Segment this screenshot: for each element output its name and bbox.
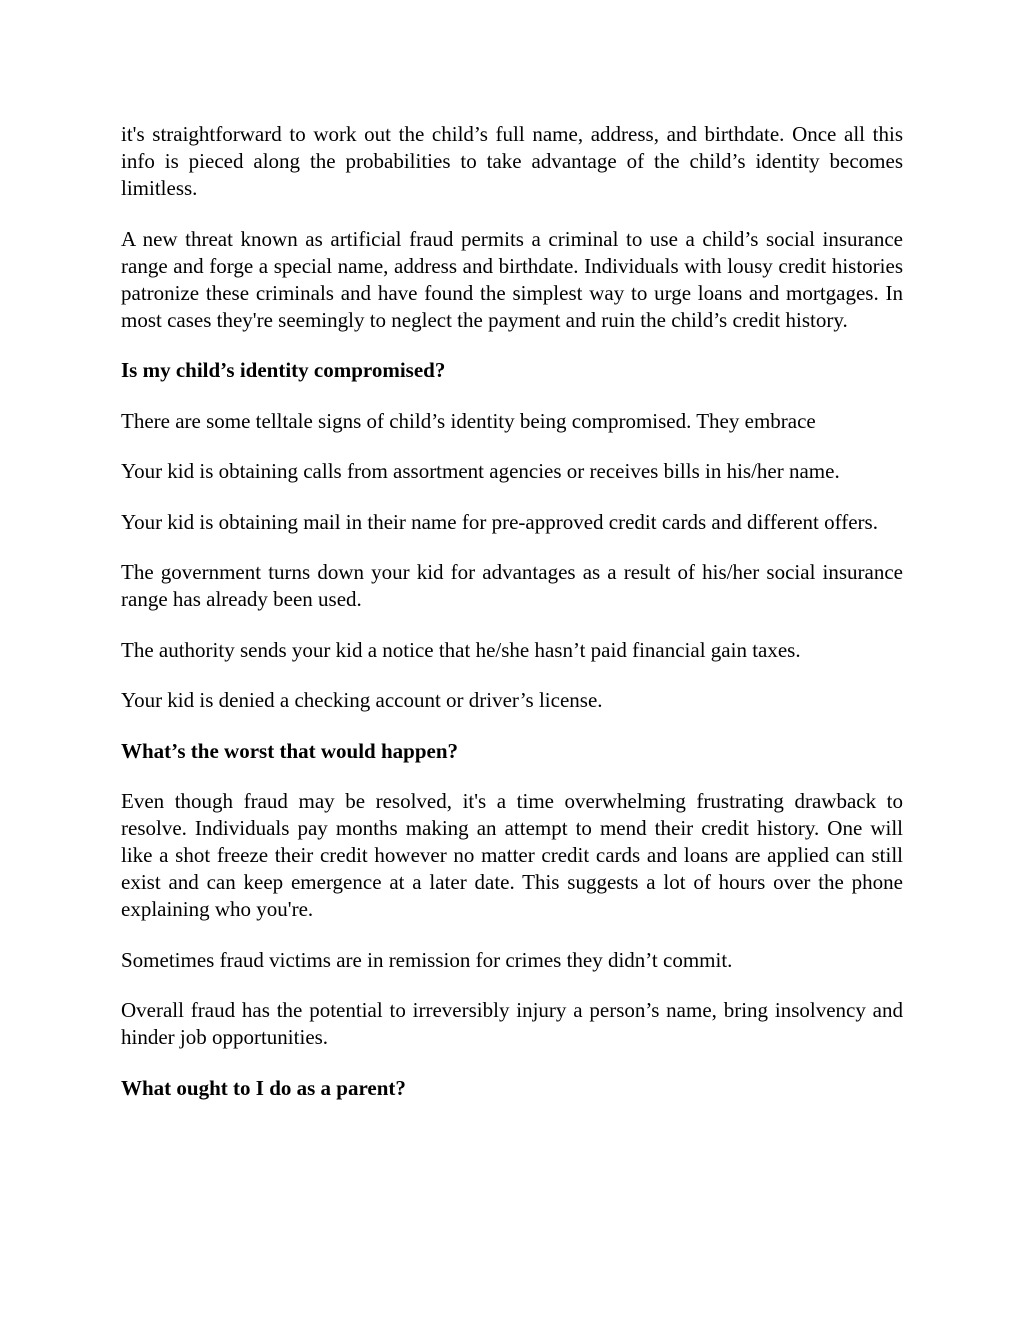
- document-page: [121, 121, 903, 1125]
- heading-worst-case: What’s the worst that would happen?: [121, 738, 459, 763]
- paragraph-sign-mail: Your kid is obtaining mail in their name for pre-approved credit cards and different offers.: [121, 509, 878, 534]
- paragraph-overall-fraud: Overall fraud has the potential to irreversibly injury a person’s name, bring insolvency and hinder job opportunities.: [121, 998, 903, 1049]
- paragraph-sign-calls: Your kid is obtaining calls from assortment agencies or receives bills in his/her name.: [121, 459, 840, 483]
- paragraph-identity-limitless: it's straightforward to work out the child’s full name, address, and birthdate. Once all this info is pieced along the probabilities to take advantage of the child’s identity becomes limitless.: [121, 122, 903, 200]
- paragraph-sign-denied: Your kid is denied a checking account or driver’s license.: [121, 688, 603, 712]
- paragraph-artificial-fraud: A new threat known as artificial fraud permits a criminal to use a child’s social insurance range and forge a special name, address and birthdate. Individuals with lousy credit histories patronize these criminals and have found the simplest way to urge loans and mortgages. In most cases they're seemingly to neglect the payment and ruin the child’s credit history.: [121, 226, 903, 332]
- paragraph-sign-taxes: The authority sends your kid a notice that he/she hasn’t paid financial gain taxes.: [121, 637, 801, 662]
- paragraph-telltale-signs: There are some telltale signs of child’s identity being compromised. They embrace: [121, 408, 816, 433]
- paragraph-remission: Sometimes fraud victims are in remission for crimes they didn’t commit.: [121, 947, 733, 972]
- heading-identity-compromised: Is my child’s identity compromised?: [121, 358, 446, 382]
- heading-parent-action: What ought to I do as a parent?: [121, 1075, 406, 1100]
- paragraph-resolving-fraud: Even though fraud may be resolved, it's a time overwhelming frustrating drawback to resolve. Individuals pay months making an attempt to mend their credit history. One will like a shot freeze their credit however no matter credit cards and loans are applied can still exist and can keep emergence at a later date. This suggests a lot of hours over the phone explaining who you're.: [121, 789, 903, 921]
- paragraph-sign-government: The government turns down your kid for advantages as a result of his/her social insurance range has already been used.: [121, 560, 903, 611]
